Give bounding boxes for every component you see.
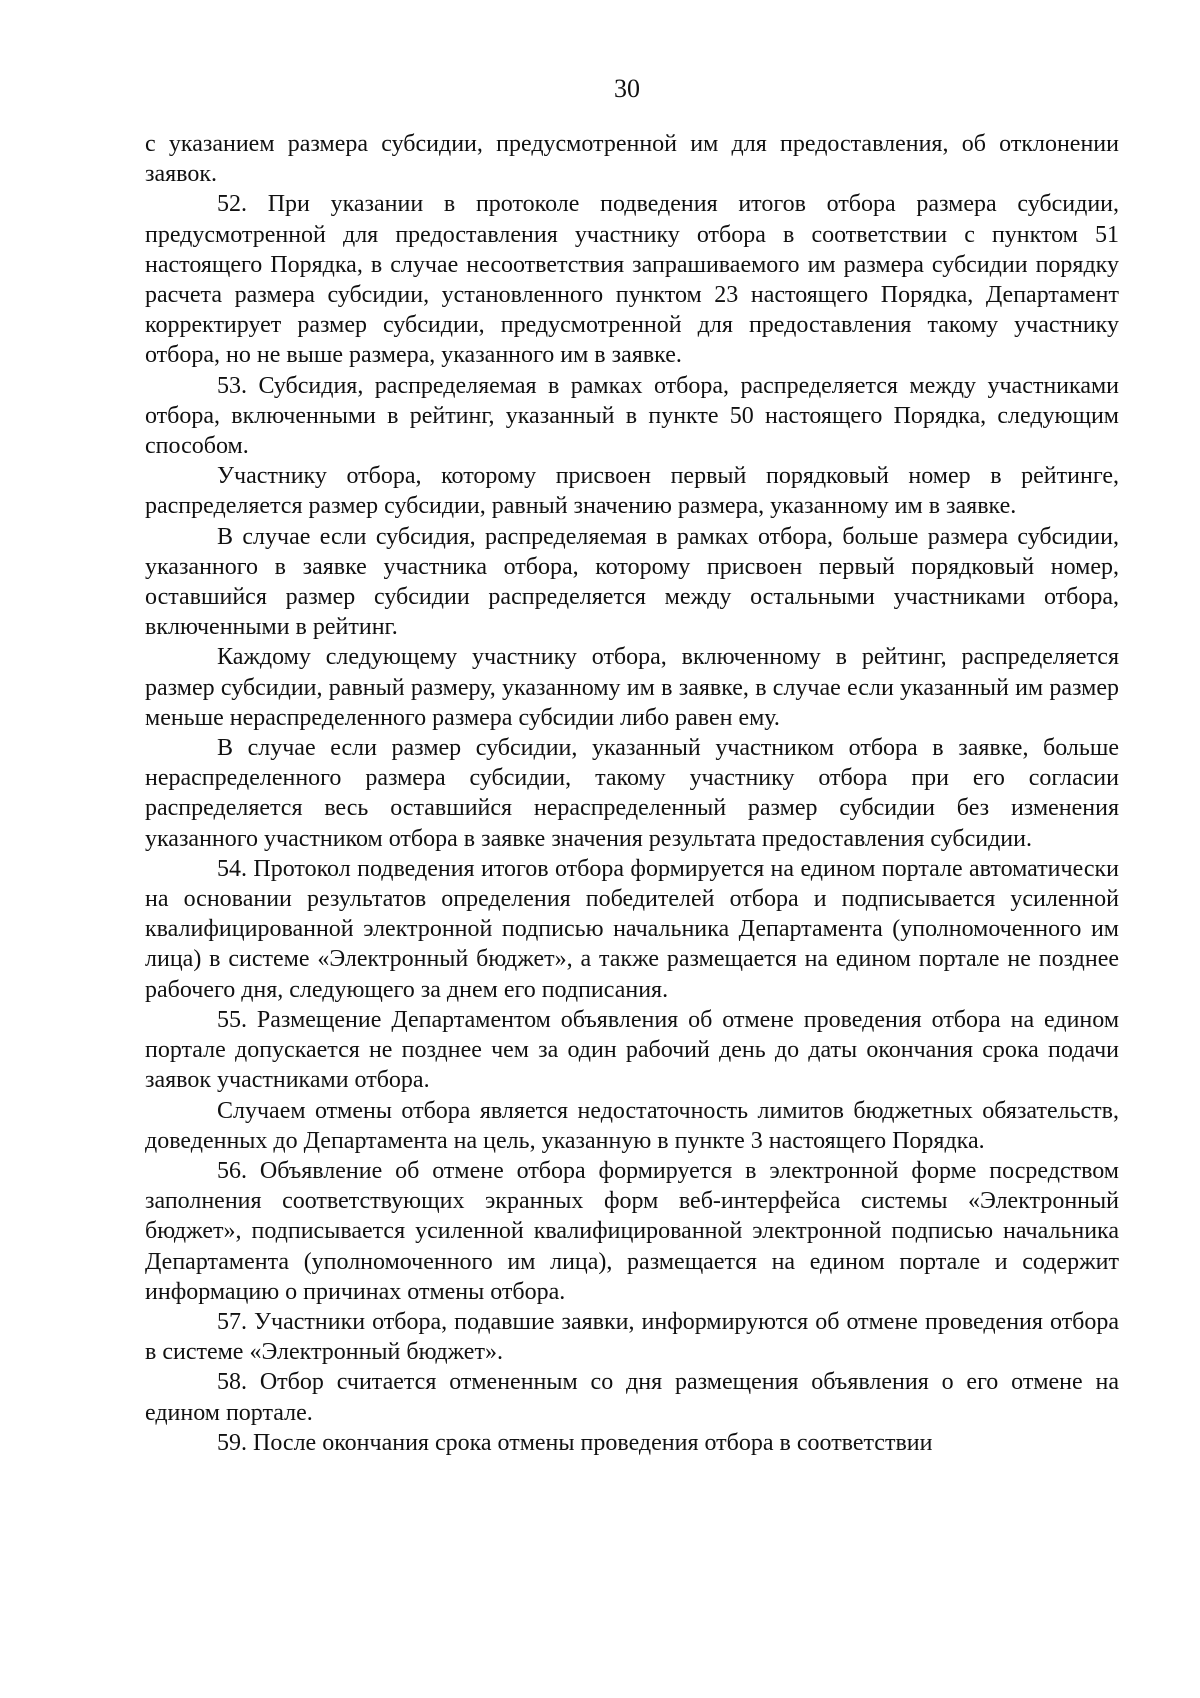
- paragraph-54: 54. Протокол подведения итогов отбора формируется на едином портале автоматически на основании результатов определения победителей отбора и подписывается усиленной квалифицированной электронной подписью начальника Департамента (уполномоченного им лица) в системе «Электронный бюджет», а также размещается на едином портале не позднее рабочего дня, следующего за днем его подписания.: [145, 855, 1119, 1003]
- paragraph-53-excess-request: В случае если размер субсидии, указанный участником отбора в заявке, больше нераспределенного размера субсидии, такому участнику отбора при его согласии распределяется весь оставшийся нераспределенный размер субсидии без изменения указанного участником отбора в заявке значения результата предоставления субсидии.: [145, 735, 1119, 852]
- document-body: [145, 129, 1119, 1458]
- paragraph-59: 59. После окончания срока отмены проведения отбора в соответствии: [217, 1429, 933, 1456]
- paragraph-52: 52. При указании в протоколе подведения итогов отбора размера субсидии, предусмотренной для предоставления участнику отбора в соответствии с пунктом 51 настоящего Порядка, в случае несоответствия запрашиваемого им размера субсидии порядку расчета размера субсидии, установленного пунктом 23 настоящего Порядка, Департамент корректирует размер субсидии, предусмотренной для предоставления такому участнику отбора, но не выше размера, указанного им в заявке.: [145, 191, 1119, 369]
- paragraph-56: 56. Объявление об отмене отбора формируется в электронной форме посредством заполнения соответствующих экранных форм веб-интерфейса системы «Электронный бюджет», подписывается усиленной квалифицированной электронной подписью начальника Департамента (уполномоченного им лица), размещается на едином портале и содержит информацию о причинах отмены отбора.: [145, 1157, 1119, 1305]
- paragraph-58: 58. Отбор считается отмененным со дня размещения объявления о его отмене на едином портале.: [145, 1369, 1119, 1426]
- paragraph-53: 53. Субсидия, распределяемая в рамках отбора, распределяется между участниками отбора, включенными в рейтинг, указанный в пункте 50 настоящего Порядка, следующим способом.: [145, 372, 1119, 460]
- paragraph-53-remaining-subsidy: В случае если субсидия, распределяемая в рамках отбора, больше размера субсидии, указанного в заявке участника отбора, которому присвоен первый порядковый номер, оставшийся размер субсидии распределяется между остальными участниками отбора, включенными в рейтинг.: [145, 523, 1119, 641]
- page-number: 30: [614, 74, 640, 103]
- paragraph-57: 57. Участники отбора, подавшие заявки, информируются об отмене проведения отбора в системе «Электронный бюджет».: [145, 1308, 1119, 1366]
- paragraph-55-cancellation-case: Случаем отмены отбора является недостаточность лимитов бюджетных обязательств, доведенных до Департамента на цель, указанную в пункте 3 настоящего Порядка.: [145, 1097, 1119, 1154]
- paragraph-55: 55. Размещение Департаментом объявления об отмене проведения отбора на едином портале допускается не позднее чем за один рабочий день до даты окончания срока подачи заявок участниками отбора.: [145, 1006, 1119, 1094]
- paragraph-53-first-participant: Участнику отбора, которому присвоен первый порядковый номер в рейтинге, распределяется размер субсидии, равный значению размера, указанному им в заявке.: [145, 463, 1119, 520]
- paragraph-continuation: с указанием размера субсидии, предусмотренной им для предоставления, об отклонении заявок.: [145, 131, 1119, 188]
- paragraph-53-each-next-participant: Каждому следующему участнику отбора, включенному в рейтинг, распределяется размер субсидии, равный размеру, указанному им в заявке, в случае если указанный им размер меньше нераспределенного размера субсидии либо равен ему.: [145, 644, 1119, 731]
